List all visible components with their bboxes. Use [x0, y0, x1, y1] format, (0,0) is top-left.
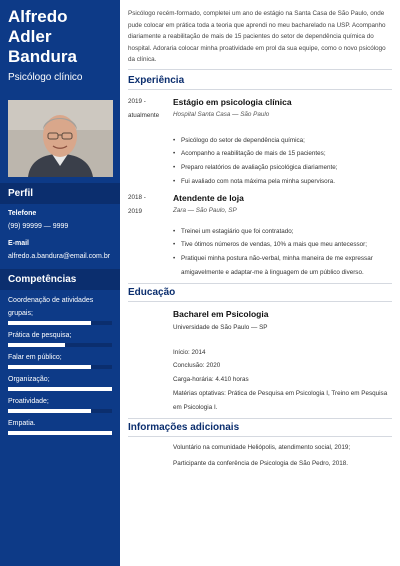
- skill-bar-fill: [8, 431, 112, 435]
- person-name: [0, 0, 120, 67]
- divider: [128, 69, 392, 70]
- job-entry: [120, 191, 400, 280]
- education-electives: Matérias optativas: Prática de Pesquisa em Psicologia I, Treino em Pesquisa em Psicologia I.: [173, 390, 388, 411]
- divider: [128, 89, 392, 90]
- skills-heading: Competências: [0, 269, 120, 290]
- skill-bar-remainder: [65, 343, 112, 347]
- job-bullet: • Psicólogo do setor de dependência química;: [173, 134, 392, 148]
- photo-wrap: [0, 100, 120, 177]
- job-bullet: • Tive ótimos números de vendas, 10% a mais que meu antecessor;: [173, 238, 392, 252]
- job-company: Hospital Santa Casa — São Paulo: [173, 110, 270, 118]
- job-title: Estágio em psicologia clínica: [173, 96, 292, 107]
- education-entry: [120, 307, 400, 415]
- skill-item: [0, 351, 120, 369]
- skill-bar-fill: [8, 387, 112, 391]
- job-bullet: • Pratiquei minha postura não-verbal, minha maneira de me expressar amigavelmente e adaptar-me à linguagem de um público diverso.: [173, 252, 392, 280]
- profile-photo: [8, 100, 113, 177]
- skill-item: [0, 417, 120, 435]
- job-date-start: 2019 -: [128, 97, 146, 105]
- additional-item: Participante da conferência de Psicologia de São Pedro, 2018.: [173, 460, 349, 468]
- skill-bar: [8, 365, 112, 369]
- skill-bar-remainder: [91, 409, 112, 413]
- experience-heading: Experiência: [128, 74, 185, 86]
- skill-item: [0, 373, 120, 391]
- skill-label: Prática de pesquisa;: [8, 332, 72, 339]
- education-hours: Carga-horária: 4.410 horas: [173, 376, 249, 384]
- job-date-end: 2019: [128, 207, 143, 215]
- name-line-3: Bandura: [8, 47, 77, 66]
- job-bullet: • Fui avaliado com nota máxima pela minha supervisora.: [173, 175, 392, 189]
- job-company: Zara — São Paulo, SP: [173, 206, 237, 214]
- spacer: [173, 120, 392, 134]
- job-bullet: • Treinei um estagiário que foi contratado;: [173, 225, 392, 239]
- skill-bar-fill: [8, 409, 91, 413]
- main-content: [120, 0, 400, 566]
- skill-bar-fill: [8, 321, 91, 325]
- skill-bar: [8, 409, 112, 413]
- skill-item: [0, 329, 120, 347]
- name-line-2: Adler: [8, 27, 52, 46]
- job-entry: [120, 95, 400, 189]
- job-title: Atendente de loja: [173, 192, 244, 203]
- education-degree: Bacharel em Psicologia: [173, 308, 269, 319]
- education-end: Conclusão: 2020: [173, 362, 221, 370]
- skill-label: Coordenação de atividades grupais;: [8, 297, 94, 317]
- divider: [128, 283, 392, 284]
- person-role: Psicólogo clínico: [8, 72, 83, 83]
- job-bullet: • Acompanho a reabilitação de mais de 15 pacientes;: [173, 147, 392, 161]
- skill-bar-remainder: [91, 321, 112, 325]
- skill-bar-remainder: [91, 365, 112, 369]
- job-date: [128, 191, 173, 280]
- job-bullet: • Preparo relatórios de avaliação psicológica diariamente;: [173, 161, 392, 175]
- spacer: [173, 335, 392, 346]
- job-date-end: atualmente: [128, 111, 160, 119]
- divider: [128, 418, 392, 419]
- skill-label: Empatia.: [8, 420, 36, 427]
- skill-label: Organização;: [8, 376, 50, 383]
- job-body: [173, 95, 392, 189]
- email-label: E-mail: [8, 240, 30, 247]
- job-body: [173, 191, 392, 280]
- name-line-1: Alfredo: [8, 7, 68, 26]
- education-heading: Educação: [128, 286, 176, 298]
- profile-heading: Perfil: [0, 183, 120, 204]
- skill-bar-fill: [8, 365, 91, 369]
- additional-item: Voluntário na comunidade Heliópolis, atendimento social, 2019;: [173, 443, 351, 451]
- additional-list: [120, 440, 400, 473]
- divider: [128, 436, 392, 437]
- education-school: Universidade de São Paulo — SP: [173, 323, 268, 331]
- skill-bar: [8, 343, 112, 347]
- job-date-start: 2018 -: [128, 193, 146, 201]
- additional-heading: Informações adicionais: [128, 421, 240, 433]
- skills-list: [0, 294, 120, 435]
- email-value[interactable]: alfredo.a.bandura@email.com.br: [8, 253, 111, 260]
- skill-bar: [8, 387, 112, 391]
- skill-item: [0, 294, 120, 325]
- divider: [128, 301, 392, 302]
- skill-item: [0, 395, 120, 413]
- sidebar: [0, 0, 120, 566]
- skill-label: Proatividade;: [8, 398, 49, 405]
- skill-bar: [8, 431, 112, 435]
- skill-bar: [8, 321, 112, 325]
- spacer: [173, 216, 392, 225]
- phone-value: (99) 99999 — 9999: [8, 223, 69, 230]
- summary-text: Psicólogo recém-formado, completei um ano de estágio na Santa Casa de São Paulo, onde pude colocar em prática toda a teoria que aprendi no meu bacharelado na USP. Acompanho diariamente a reabilitação de mais de 15 pacientes do setor de dependência química do hospital. Adoraria colocar minha proatividade em prol da sua equipe, como o novo psicólogo da clínica.: [128, 10, 386, 63]
- education-start: Início: 2014: [173, 348, 206, 356]
- phone-label: Telefone: [8, 210, 37, 217]
- job-date: [128, 95, 173, 189]
- skill-bar-fill: [8, 343, 65, 347]
- skill-label: Falar em público;: [8, 354, 62, 361]
